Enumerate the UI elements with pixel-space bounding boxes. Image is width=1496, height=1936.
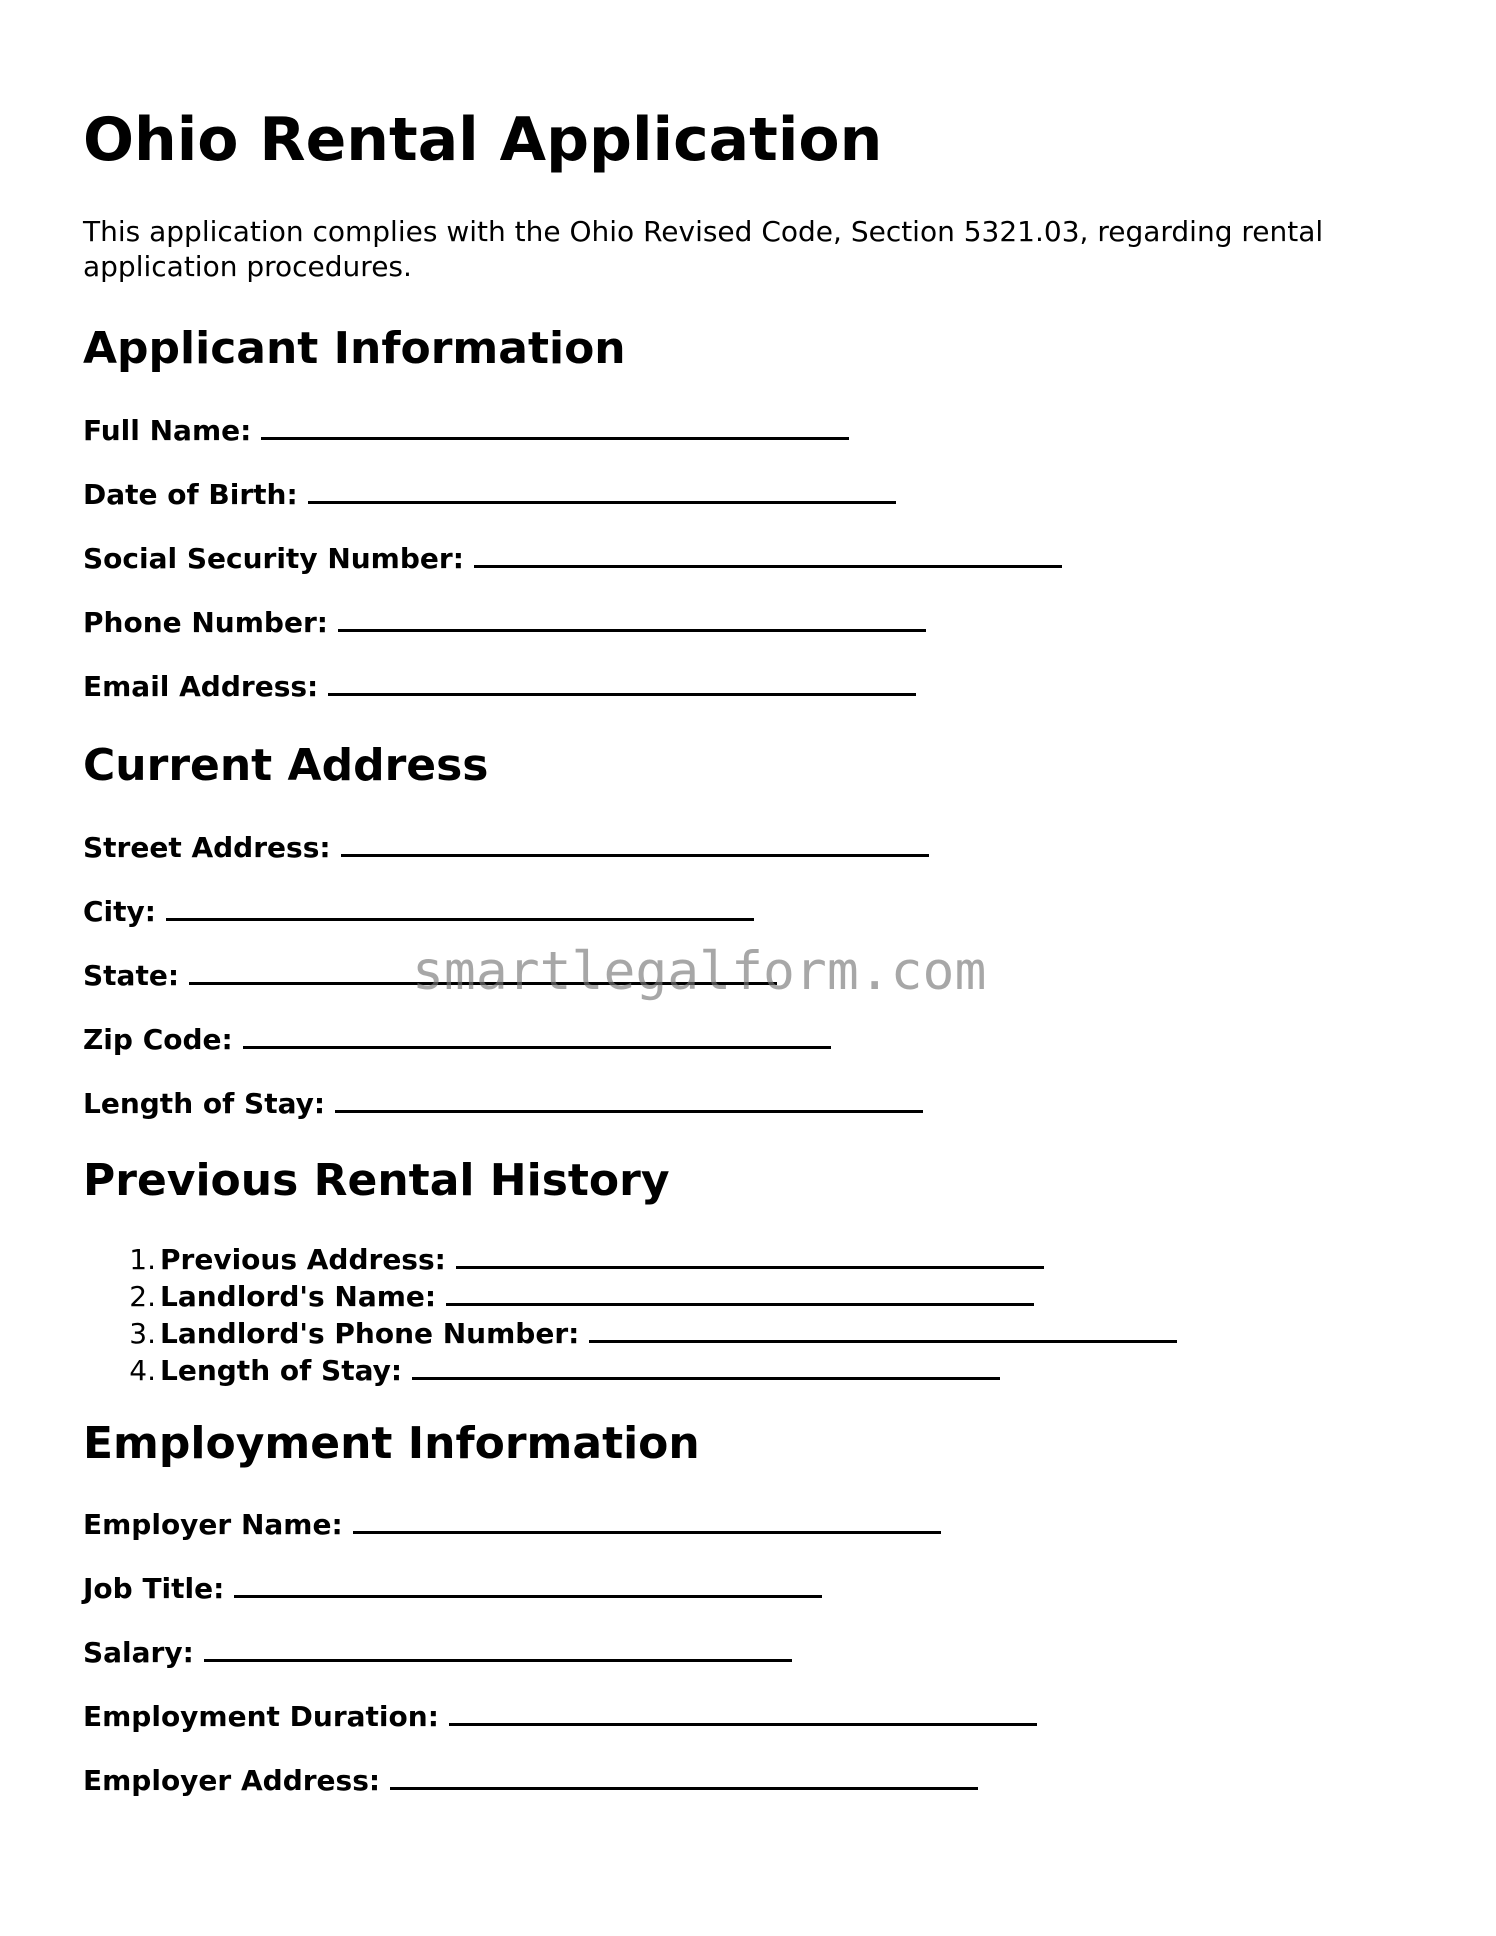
email-address-blank[interactable] bbox=[328, 667, 916, 696]
previous-address-blank[interactable] bbox=[456, 1240, 1044, 1269]
field-label: Zip Code: bbox=[83, 1023, 233, 1056]
watermark-text: smartlegalform.com bbox=[412, 941, 987, 1002]
field-label: Date of Birth: bbox=[83, 478, 298, 511]
field-label: State: bbox=[83, 959, 180, 992]
field-ssn bbox=[83, 539, 1062, 577]
field-label: Landlord's Phone Number: bbox=[160, 1317, 580, 1350]
field-label: Length of Stay: bbox=[160, 1354, 403, 1387]
field-zip-code bbox=[83, 1020, 831, 1058]
rental-history-list bbox=[83, 1240, 1177, 1388]
street-address-blank[interactable] bbox=[341, 828, 929, 857]
field-label: Phone Number: bbox=[83, 606, 328, 639]
section-heading-current-address: Current Address bbox=[83, 740, 489, 791]
field-state bbox=[83, 956, 777, 994]
intro-text: This application complies with the Ohio Revised Code, Section 5321.03, regarding rental application procedures. bbox=[83, 215, 1324, 283]
phone-number-blank[interactable] bbox=[338, 603, 926, 632]
list-item bbox=[83, 1351, 1177, 1388]
field-street-address bbox=[83, 828, 929, 866]
salary-blank[interactable] bbox=[204, 1633, 792, 1662]
field-label: Social Security Number: bbox=[83, 542, 464, 575]
list-number: 4. bbox=[129, 1354, 156, 1387]
job-title-blank[interactable] bbox=[234, 1569, 822, 1598]
field-label: Employer Address: bbox=[83, 1764, 381, 1797]
field-employment-duration bbox=[83, 1697, 1037, 1735]
zip-code-blank[interactable] bbox=[243, 1020, 831, 1049]
list-number: 1. bbox=[129, 1243, 156, 1276]
field-label: Full Name: bbox=[83, 414, 252, 447]
field-length-of-stay bbox=[83, 1084, 923, 1122]
employer-address-blank[interactable] bbox=[390, 1761, 978, 1790]
list-item bbox=[83, 1314, 1177, 1351]
section-heading-employment: Employment Information bbox=[83, 1418, 700, 1469]
list-number: 3. bbox=[129, 1317, 156, 1350]
field-label: Employment Duration: bbox=[83, 1700, 439, 1733]
state-blank[interactable] bbox=[189, 956, 777, 985]
date-of-birth-blank[interactable] bbox=[308, 475, 896, 504]
field-email-address bbox=[83, 667, 916, 705]
field-label: Job Title: bbox=[83, 1572, 225, 1605]
field-label: City: bbox=[83, 895, 156, 928]
list-item bbox=[83, 1277, 1177, 1314]
field-employer-address bbox=[83, 1761, 978, 1799]
employer-name-blank[interactable] bbox=[353, 1505, 941, 1534]
list-number: 2. bbox=[129, 1280, 156, 1313]
field-full-name bbox=[83, 411, 849, 449]
field-label: Email Address: bbox=[83, 670, 319, 703]
field-city bbox=[83, 892, 754, 930]
landlord-name-blank[interactable] bbox=[446, 1277, 1034, 1306]
ssn-blank[interactable] bbox=[474, 539, 1062, 568]
section-heading-rental-history: Previous Rental History bbox=[83, 1155, 670, 1206]
landlord-phone-blank[interactable] bbox=[589, 1314, 1177, 1343]
field-employer-name bbox=[83, 1505, 941, 1543]
field-label: Landlord's Name: bbox=[160, 1280, 437, 1313]
employment-duration-blank[interactable] bbox=[449, 1697, 1037, 1726]
page-title: Ohio Rental Application bbox=[83, 105, 883, 175]
field-label: Employer Name: bbox=[83, 1508, 343, 1541]
field-label: Previous Address: bbox=[160, 1243, 446, 1276]
field-label: Salary: bbox=[83, 1636, 194, 1669]
rental-length-of-stay-blank[interactable] bbox=[412, 1351, 1000, 1380]
section-heading-applicant: Applicant Information bbox=[83, 323, 626, 374]
city-blank[interactable] bbox=[166, 892, 754, 921]
field-salary bbox=[83, 1633, 792, 1671]
field-date-of-birth bbox=[83, 475, 896, 513]
length-of-stay-blank[interactable] bbox=[335, 1084, 923, 1113]
field-label: Street Address: bbox=[83, 831, 331, 864]
field-job-title bbox=[83, 1569, 822, 1607]
field-label: Length of Stay: bbox=[83, 1087, 326, 1120]
field-phone-number bbox=[83, 603, 926, 641]
full-name-blank[interactable] bbox=[261, 411, 849, 440]
list-item bbox=[83, 1240, 1177, 1277]
